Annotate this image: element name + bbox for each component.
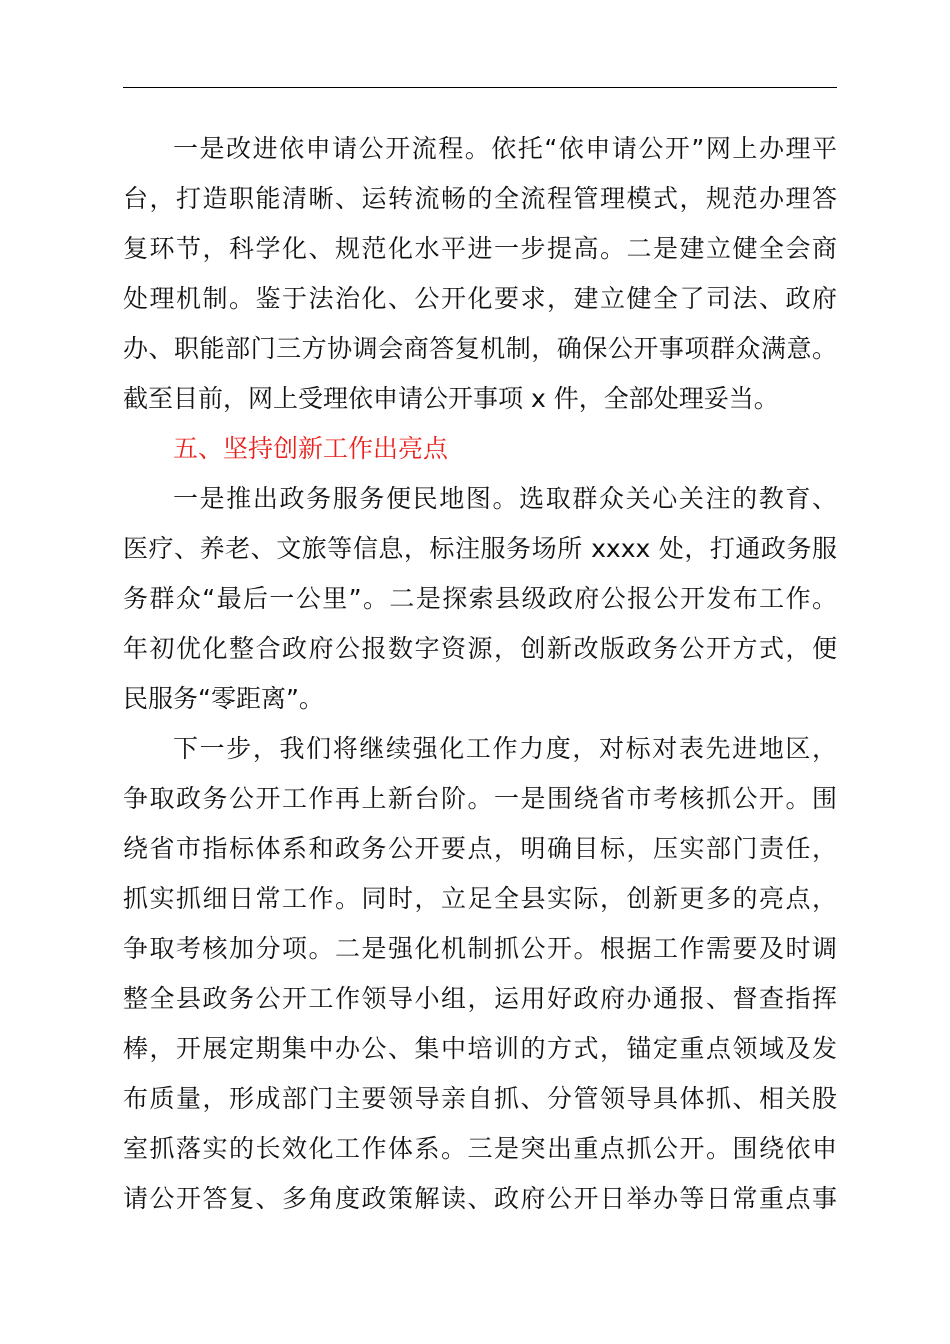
- text-line: 截至目前，网上受理依申请公开事项 x 件，全部处理妥当。: [123, 384, 779, 413]
- text-line: 一是推出政务服务便民地图。选取群众关心关注的教育、: [173, 484, 837, 513]
- text-line: 争取政务公开工作再上新台阶。一是围绕省市考核抓公开。围: [123, 784, 837, 813]
- text-line: 争取考核加分项。二是强化机制抓公开。根据工作需要及时调: [123, 934, 837, 963]
- document-body: [123, 124, 837, 1224]
- text-line: 一是改进依申请公开流程。依托“依申请公开”网上办理平: [173, 134, 837, 163]
- text-line: 棒，开展定期集中办公、集中培训的方式，锚定重点领域及发: [123, 1034, 837, 1063]
- text-line: 年初优化整合政府公报数字资源，创新改版政务公开方式，便: [123, 634, 837, 663]
- text-line: 台，打造职能清晰、运转流畅的全流程管理模式，规范办理答: [123, 184, 837, 213]
- text-line: 抓实抓细日常工作。同时，立足全县实际，创新更多的亮点，: [123, 884, 837, 913]
- text-line: 下一步，我们将继续强化工作力度，对标对表先进地区，: [173, 734, 837, 763]
- text-line: 务群众“最后一公里”。二是探索县级政府公报公开发布工作。: [123, 584, 837, 613]
- text-line: 医疗、养老、文旅等信息，标注服务场所 xxxx 处，打通政务服: [123, 534, 837, 563]
- text-line: 民服务“零距离”。: [123, 684, 324, 713]
- paragraph-3: [123, 724, 837, 1224]
- text-line: 处理机制。鉴于法治化、公开化要求，建立健全了司法、政府: [123, 284, 837, 313]
- text-line: 绕省市指标体系和政务公开要点，明确目标，压实部门责任，: [123, 834, 837, 863]
- text-line: 请公开答复、多角度政策解读、政府公开日举办等日常重点事: [123, 1184, 837, 1213]
- header-rule: [123, 87, 837, 88]
- text-line: 办、职能部门三方协调会商答复机制，确保公开事项群众满意。: [123, 334, 837, 363]
- text-line: 整全县政务公开工作领导小组，运用好政府办通报、督查指挥: [123, 984, 837, 1013]
- text-line: 复环节，科学化、规范化水平进一步提高。二是建立健全会商: [123, 234, 837, 263]
- section-heading: 五、坚持创新工作出亮点: [173, 434, 449, 463]
- paragraph-1: [123, 124, 837, 424]
- text-line: 布质量，形成部门主要领导亲自抓、分管领导具体抓、相关股: [123, 1084, 837, 1113]
- paragraph-2: [123, 474, 837, 724]
- text-line: 室抓落实的长效化工作体系。三是突出重点抓公开。围绕依申: [123, 1134, 837, 1163]
